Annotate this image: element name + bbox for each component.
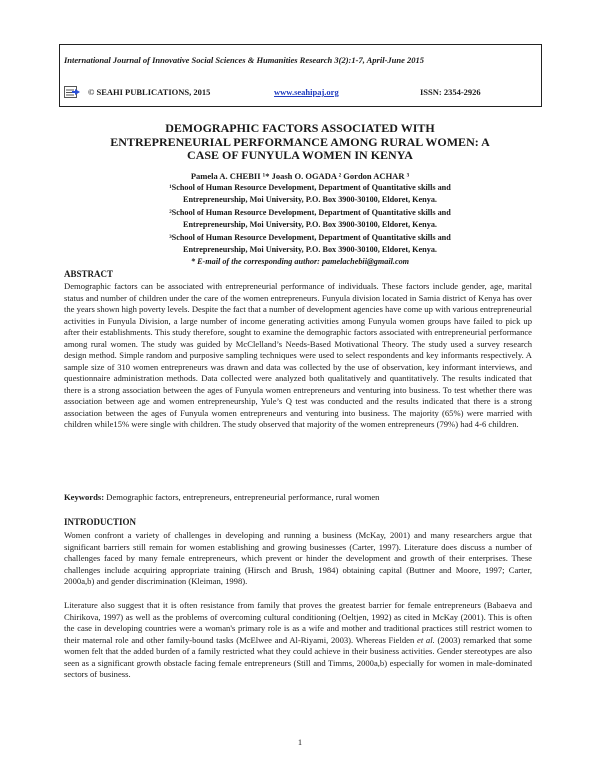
abstract-heading: ABSTRACT: [64, 269, 114, 279]
introduction-paragraph-2: [64, 600, 532, 681]
affiliation-line: Entrepreneurship, Moi University, P.O. Box 3900-30100, Eldoret, Kenya.: [183, 194, 437, 204]
title-line: DEMOGRAPHIC FACTORS ASSOCIATED WITH: [165, 121, 435, 135]
keywords-label: Keywords:: [64, 492, 105, 502]
paragraph-text: Literature also suggest that it is often resistance from family that proves the greatest barrier for female entrepreneurs (Babaeva and Chirikova, 1997) as well as the problems of overcoming cultural conditioning (Oeltjen, 1992) as cited in McKay (2001). This is often the case in developing countries were a woman's primary role is as a wife and mother and traditional practices still restrict women to their maternal role and other family-bound tasks (McElwee and Al-Riyami, 2003). Whereas Fielden: [64, 600, 532, 645]
affiliation-line: Entrepreneurship, Moi University, P.O. Box 3900-30100, Eldoret, Kenya.: [183, 219, 437, 229]
arrow-logo-icon: [64, 86, 84, 98]
introduction-paragraph-1: Women confront a variety of challenges in developing and running a business (McKay, 2001) and many researchers argue that significant barriers still remain for women establishing and growing businesses (Carter, 1997). Literature does discuss a number of challenges faced by many female entrepreneurs, which prevent or hinder the development and growth of their enterprises. These challenges include acquiring appropriate training (Hirsch and Brush, 1984) obtaining capital (Buttner and Moore, 1997; Carter, 2000a,b) and gender discrimination (Kleiman, 1998).: [64, 530, 532, 586]
author-list: Pamela A. CHEBII ¹* Joash O. OGADA ² Gordon ACHAR ³: [190, 171, 410, 181]
affiliation-line: ²School of Human Resource Development, Department of Quantitative skills and: [169, 208, 451, 217]
affiliation-2: [110, 207, 510, 230]
affiliation-line: ³School of Human Resource Development, Department of Quantitative skills and: [169, 233, 451, 242]
title-line: ENTREPRENEURIAL PERFORMANCE AMONG RURAL WOMEN: A: [110, 134, 490, 149]
page-number: 1: [297, 737, 303, 747]
paragraph-text: (2003) remarked that some women felt that the added burden of a family restricted what they could achieve in their business activities. Gender stereotypes are also seen as a significant growth obstacle facing female entrepreneurs (Still and Timms, 2000a,b) especially for women in male-dominated sectors of business.: [64, 634, 532, 679]
affiliation-line: ¹School of Human Resource Development, Department of Quantitative skills and: [169, 183, 451, 192]
affiliation-1: [110, 182, 510, 205]
keywords-line: [64, 492, 532, 502]
issn-number: ISSN: 2354-2926: [420, 87, 481, 97]
affiliation-3: [110, 232, 510, 255]
publisher-copyright: © SEAHI PUBLICATIONS, 2015: [88, 87, 211, 97]
abstract-text: Demographic factors can be associated with entrepreneurial performance of individuals. These factors include gender, age, marital status and number of children under the care of the women entrepreneurs. Funyula division located in Samia district of Kenya has over the years shown high poverty levels. Despite the fact that a number of development agencies have come up with various entrepreneurial activities in Funyula Division, a large number of income generating activities among Funyula women groups have failed to pick up after their establishments. This study therefore, sought to examine the demographic factors associated with entrepreneurial performance among rural women. The study was guided by McClelland’s Needs-Based Motivational Theory. The study used a survey research design method. Simple random and purposive sampling techniques were used to select respondents and key informants respectively. A sample size of 310 women entrepreneurs was drawn and data was collected by the use of observation, key informant interviews, and questionnaire administration methods. Data collected were analyzed both qualitatively and quantitatively. The results indicated that there is a strong association between the ages of Funyula women entrepreneurs and venturing into business. To test whether there was association between age and women entrepreneurship, Yule’s Q test was conducted and the results indicated that there is a strong association between the ages of Funyula women entrepreneurs and venturing into business. The majority (65%) were married with children while15% were single with children. The study observed that majority of the women entrepreneurs (79%) had 4-6 children.: [64, 281, 532, 429]
corresponding-author-email: * E-mail of the corresponding author: pamelachebii@gmail.com: [190, 257, 410, 266]
et-al-text: et al.: [417, 634, 435, 645]
paper-title: [60, 122, 540, 163]
title-line: CASE OF FUNYULA WOMEN IN KENYA: [187, 148, 413, 162]
keywords-list: Demographic factors, entrepreneurs, entrepreneurial performance, rural women: [104, 492, 380, 502]
journal-citation: International Journal of Innovative Social Sciences & Humanities Research 3(2):1-7, April-June 2015: [64, 55, 425, 65]
affiliation-line: Entrepreneurship, Moi University, P.O. Box 3900-30100, Eldoret, Kenya.: [183, 244, 437, 254]
introduction-heading: INTRODUCTION: [64, 517, 137, 527]
publication-row: [64, 86, 534, 100]
journal-website-link[interactable]: www.seahipaj.org: [274, 87, 339, 97]
